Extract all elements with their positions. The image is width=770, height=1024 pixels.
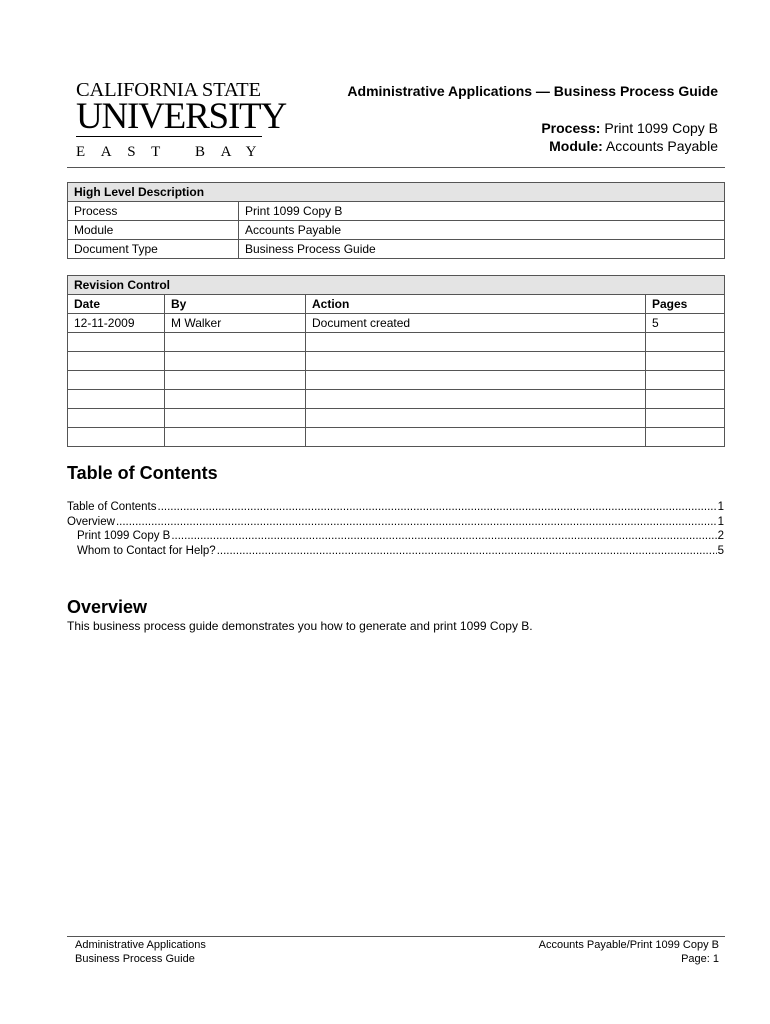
header-divider xyxy=(67,167,725,168)
cell-date xyxy=(68,333,165,352)
footer-right xyxy=(539,938,719,966)
process-value: Print 1099 Copy B xyxy=(604,120,718,136)
cell-action xyxy=(306,390,646,409)
cell-by xyxy=(165,371,306,390)
high-level-heading: High Level Description xyxy=(68,183,725,202)
table-header-row xyxy=(68,183,725,202)
table-row xyxy=(68,409,725,428)
row-value: Business Process Guide xyxy=(239,240,725,259)
cell-action xyxy=(306,428,646,447)
logo-line-east-bay: EAST BAY xyxy=(76,144,273,160)
cell-date xyxy=(68,371,165,390)
column-header-date: Date xyxy=(68,295,165,314)
toc-entry[interactable] xyxy=(67,544,724,559)
row-value: Accounts Payable xyxy=(239,221,725,240)
cell-action xyxy=(306,352,646,371)
toc-entry[interactable] xyxy=(67,515,724,530)
table-row xyxy=(68,221,725,240)
table-header-row xyxy=(68,276,725,295)
cell-action: Document created xyxy=(306,314,646,333)
toc-entry-label[interactable]: Overview xyxy=(67,515,115,528)
column-header-pages: Pages xyxy=(646,295,725,314)
toc-heading: Table of Contents xyxy=(67,463,218,483)
toc-entry[interactable] xyxy=(67,529,724,544)
cell-pages xyxy=(646,371,725,390)
module-label: Module: xyxy=(549,138,603,154)
row-label: Document Type xyxy=(68,240,239,259)
footer-left xyxy=(75,938,206,966)
toc-entry-page[interactable]: 1 xyxy=(717,515,724,528)
process-label: Process: xyxy=(541,120,601,136)
cell-date xyxy=(68,390,165,409)
module-value: Accounts Payable xyxy=(605,138,718,154)
cell-pages: 5 xyxy=(646,314,725,333)
process-line xyxy=(541,119,718,137)
overview-heading: Overview xyxy=(67,597,148,617)
overview-text: This business process guide demonstrates you how to generate and print 1099 Copy B. xyxy=(67,619,533,633)
toc-leader-dots xyxy=(171,529,716,544)
toc-entry-page[interactable]: 5 xyxy=(717,544,724,557)
table-row xyxy=(68,202,725,221)
row-label: Module xyxy=(68,221,239,240)
toc-entry-label[interactable]: Print 1099 Copy B xyxy=(77,530,171,542)
cell-date xyxy=(68,352,165,371)
cell-pages xyxy=(646,352,725,371)
table-row xyxy=(68,352,725,371)
table-of-contents xyxy=(67,500,724,558)
cell-by xyxy=(165,409,306,428)
cell-by xyxy=(165,333,306,352)
toc-leader-dots xyxy=(158,500,717,515)
column-header-by: By xyxy=(165,295,306,314)
revision-control-table xyxy=(67,275,725,447)
table-row xyxy=(68,314,725,333)
cell-pages xyxy=(646,390,725,409)
cell-by xyxy=(165,352,306,371)
row-label: Process xyxy=(68,202,239,221)
table-row xyxy=(68,240,725,259)
footer-left-line1: Administrative Applications xyxy=(75,939,206,951)
cell-date xyxy=(68,409,165,428)
cell-pages xyxy=(646,428,725,447)
module-line xyxy=(541,137,718,155)
table-row xyxy=(68,371,725,390)
university-logo xyxy=(76,79,286,161)
cell-pages xyxy=(646,333,725,352)
cell-date xyxy=(68,428,165,447)
document-header-meta xyxy=(541,119,718,155)
table-row xyxy=(68,333,725,352)
toc-entry-label[interactable]: Whom to Contact for Help? xyxy=(77,544,216,557)
toc-leader-dots xyxy=(217,544,717,559)
cell-action xyxy=(306,409,646,428)
table-row xyxy=(68,428,725,447)
logo-line-california-state: CALIFORNIA STATE xyxy=(76,79,261,101)
toc-entry-page[interactable]: 1 xyxy=(717,501,724,513)
document-header-title: Administrative Applications — Business Process Guide xyxy=(347,83,718,99)
logo-line-university: UNIVERSITY xyxy=(76,96,286,137)
toc-leader-dots xyxy=(116,515,717,530)
footer-left-line2: Business Process Guide xyxy=(75,953,195,965)
toc-entry[interactable] xyxy=(67,500,724,515)
cell-action xyxy=(306,371,646,390)
toc-entry-page[interactable]: 2 xyxy=(717,530,724,542)
cell-by xyxy=(165,390,306,409)
cell-by xyxy=(165,428,306,447)
footer-divider xyxy=(67,936,725,937)
footer-right-line1: Accounts Payable/Print 1099 Copy B xyxy=(538,939,719,951)
column-header-row xyxy=(68,295,725,314)
cell-by: M Walker xyxy=(165,314,306,333)
table-row xyxy=(68,390,725,409)
toc-entry-label[interactable]: Table of Contents xyxy=(67,501,157,513)
high-level-description-table xyxy=(67,182,725,259)
column-header-action: Action xyxy=(306,295,646,314)
cell-action xyxy=(306,333,646,352)
cell-pages xyxy=(646,409,725,428)
footer-page-number: Page: 1 xyxy=(681,953,719,965)
cell-date: 12-11-2009 xyxy=(68,314,165,333)
revision-heading: Revision Control xyxy=(68,276,725,295)
row-value: Print 1099 Copy B xyxy=(239,202,725,221)
